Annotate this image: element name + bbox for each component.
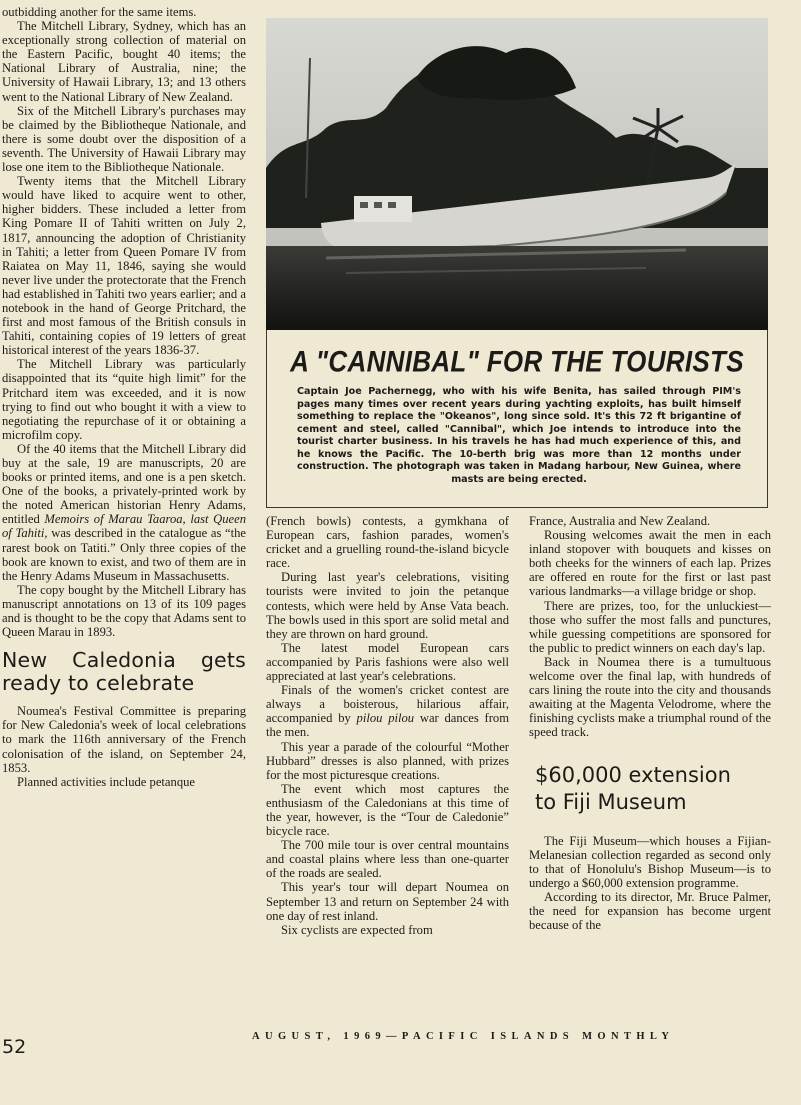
photo-caption-box xyxy=(266,330,768,508)
emphasis: pilou pilou xyxy=(356,711,415,726)
paragraph: (French bowls) contests, a gymkhana of European cars, fashion parades, women's cricket and a gruelling round-the-island bicycle race. xyxy=(266,514,509,571)
paragraph: France, Australia and New Zealand. xyxy=(529,514,711,528)
left-column xyxy=(2,5,246,789)
paragraph: According to its director, Mr. Bruce Palmer, the need for expansion has become urgent because of the xyxy=(529,889,771,933)
paragraph xyxy=(2,442,246,583)
caption-title: A "CANNIBAL" FOR THE TOURISTS xyxy=(290,343,744,379)
boat-photo xyxy=(266,18,768,330)
book-title: Memoirs of Marau Taaroa, last Queen of Tahiti, xyxy=(2,512,246,541)
article-heading xyxy=(535,762,771,816)
paragraph: Back in Noumea there is a tumultuous welcome over the final lap, with hundreds of cars lining the route into the city and thousands awaiting at the Magenta Velodrome, where the finishing cyclists make a triumphal round of the speed track. xyxy=(529,654,771,740)
right-column xyxy=(529,514,771,932)
harbour-photo-illustration xyxy=(266,18,768,330)
paragraph: The Mitchell Library, Sydney, which has an exceptionally strong collection of material on the Eastern Pacific, bought 40 items; the National Library of Australia, nine; the University of Hawaii Library, 13; and 13 others went to the National Library of New Zealand. xyxy=(2,19,246,104)
paragraph: Planned activities include petanque xyxy=(17,774,196,789)
paragraph: The 700 mile tour is over central mountains and coastal plains where less than one-quarter of the roads are sealed. xyxy=(266,838,509,881)
paragraph: The latest model European cars accompanied by Paris fashions were also well appreciated at last year's celebrations. xyxy=(266,640,509,684)
text-run: war dances from the men. xyxy=(266,711,509,740)
paragraph: During last year's celebrations, visiting tourists were invited to join the petanque contests, which were held by Anse Vata beach. The bowls used in this sport are solid metal and they are thrown on hard ground. xyxy=(266,570,509,641)
fiji-article xyxy=(529,762,771,933)
caption-text: Captain Joe Pachernegg, who with his wife Benita, has sailed through PIM's pages many times over recent years during yachting exploits, has built himself something to replace the "Okeanos", long since sold. It's this 72 ft brigantine of cement and steel, called "Cannibal", which Joe intends to introduce into the tourist charter business. In his travels he has had much experience of this, and he knows the Pacific. The 10-berth brig was more than 12 months under construction. The photograph was taken in Madang harbour, New Guinea, where masts are being erected. xyxy=(297,386,741,485)
running-footer: AUGUST, 1969—PACIFIC ISLANDS MONTHLY xyxy=(252,1031,675,1042)
paragraph: Six cyclists are expected from xyxy=(281,922,433,937)
paragraph: outbidding another for the same items. xyxy=(2,5,197,19)
middle-column xyxy=(266,514,509,937)
paragraph: This year's tour will depart Noumea on September 13 and return on September 24 with one day of rest inland. xyxy=(266,880,509,923)
paragraph: Six of the Mitchell Library's purchases may be claimed by the Bibliotheque Nationale, and there is some doubt over the disposition of a seventh. The University of Hawaii Library may lose one item to the Bibliotheque Nationale. xyxy=(2,103,246,175)
text-run: Finals of the women's cricket contest are always a boisterous, hilarious affair, accompanied by xyxy=(266,683,509,726)
page-number: 52 xyxy=(2,1036,27,1058)
paragraph xyxy=(266,683,509,739)
paragraph: The copy bought by the Mitchell Library has manuscript annotations on 13 of its 109 pages and is thought to be the copy that Adams sent to Queen Marau in 1893. xyxy=(2,582,246,640)
heading-line: $60,000 extension xyxy=(535,762,731,787)
paragraph: The Mitchell Library was particularly disappointed that its “quite high limit” for the Pritchard item was exceeded, and it is now trying to find out who bought it with a view to negotiating the repurchase of it or obtaining a microfilm copy. xyxy=(2,357,246,442)
article-heading: New Caledonia gets ready to celebrate xyxy=(2,648,246,696)
paragraph: This year a parade of the colourful “Mother Hubbard” dresses is also planned, with prizes for the most picturesque creations. xyxy=(266,739,509,782)
paragraph: Rousing welcomes await the men in each inland stopover with bouquets and kisses on both cheeks for the winners of each lap. Prizes are offered en route for the first or last past various landmarks—a village bridge or shop. xyxy=(529,528,771,599)
heading-line: to Fiji Museum xyxy=(535,789,687,814)
paragraph: Noumea's Festival Committee is preparing for New Caledonia's week of local celebrations to mark the 116th anniversary of the French colonisation of the island, on September 24, 1853. xyxy=(2,704,246,775)
text-run: was described in the catalogue as “the rarest book on Tatiti.” Only three copies of the book are known to exist, and two of them are in the Henry Adams Museum in Massachusetts. xyxy=(2,526,246,583)
paragraph: The event which most captures the enthusiasm of the Caledonians at this time of the year, however, is the “Tour de Caledonie” bicycle race. xyxy=(266,781,509,839)
paragraph: The Fiji Museum—which houses a Fijian-Melanesian collection regarded as second only to that of Honolulu's Bishop Museum—is to undergo a $60,000 extension programme. xyxy=(529,833,771,890)
paragraph: There are prizes, too, for the unluckiest—those who suffer the most falls and punctures, while guessing competitions are sponsored for the public to predict winners on each day's lap. xyxy=(529,598,771,655)
text-run: Of the 40 items that the Mitchell Library did buy at the sale, 19 are manuscripts, 20 are books or printed items, and one is a pen sketch. One of the books, a privately-printed work by the noted American historian Henry Adams, entitled xyxy=(2,441,246,527)
paragraph: Twenty items that the Mitchell Library would have liked to acquire went to other, higher bidders. These included a letter from King Pomare II of Tahiti written on July 2, 1817, announcing the adoption of Christianity in Tahiti; a letter from Queen Pomare IV from Raiatea on May 11, 1846, saying she would never live under the protectorate that the French had established in Tahiti two years earlier; and a notebook in the hand of George Pritchard, the first and most famous of the British consuls in Tahiti, containing copies of 19 letters of great historical interest of the years 1836-37. xyxy=(2,174,246,358)
